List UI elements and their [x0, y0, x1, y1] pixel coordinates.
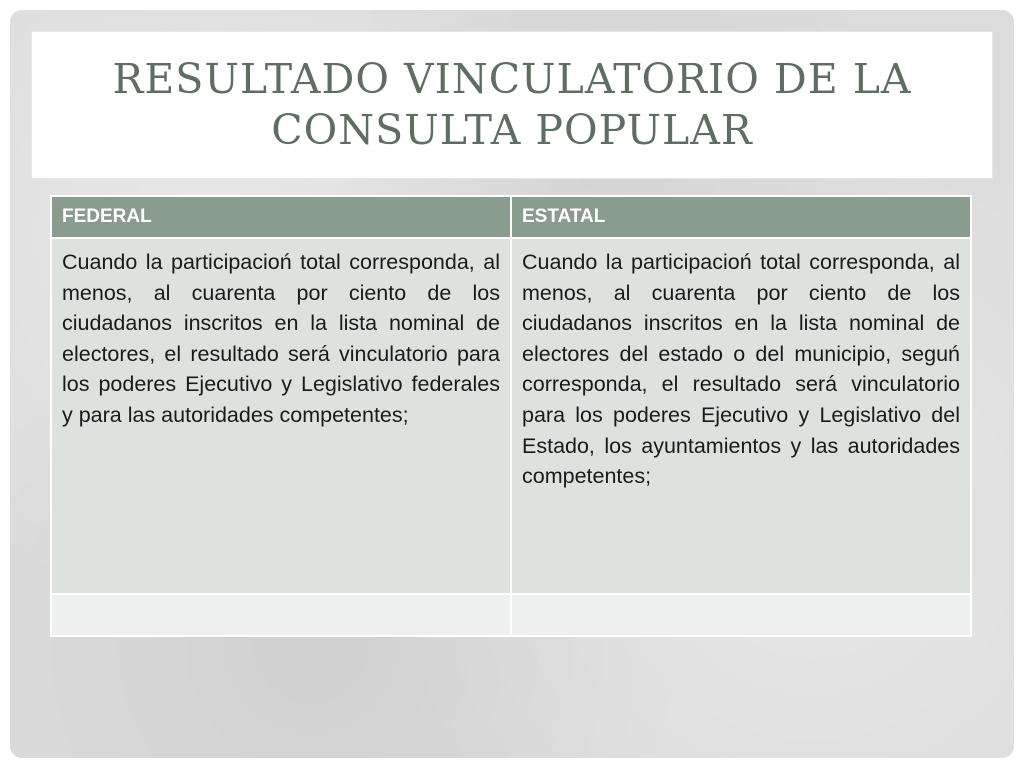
table-row-empty	[51, 594, 971, 636]
cell-federal-text: Cuando la participacioń total corresponda, al menos, al cuarenta por ciento de los ciudadanos inscritos en la lista nominal de electores, el resultado será vinculatorio para los poderes Ejecutivo y Legislativo federales y para las autoridades competentes;	[51, 238, 511, 594]
cell-empty-estatal	[511, 594, 971, 636]
table-header-row	[51, 196, 971, 238]
title-box	[32, 32, 992, 178]
header-estatal: ESTATAL	[511, 196, 971, 238]
header-federal: FEDERAL	[51, 196, 511, 238]
slide	[10, 10, 1014, 758]
cell-estatal-text: Cuando la participacioń total corresponda, al menos, al cuarenta por ciento de los ciudadanos inscritos en la lista nominal de electores del estado o del municipio, seguń corresponda, el resultado será vinculatorio para los poderes Ejecutivo y Legislativo del Estado, los ayuntamientos y las autoridades competentes;	[511, 238, 971, 594]
slide-title: RESULTADO VINCULATORIO DE LA CONSULTA POPULAR	[112, 55, 912, 154]
table-row	[51, 238, 971, 594]
cell-empty-federal	[51, 594, 511, 636]
comparison-table	[50, 195, 972, 637]
